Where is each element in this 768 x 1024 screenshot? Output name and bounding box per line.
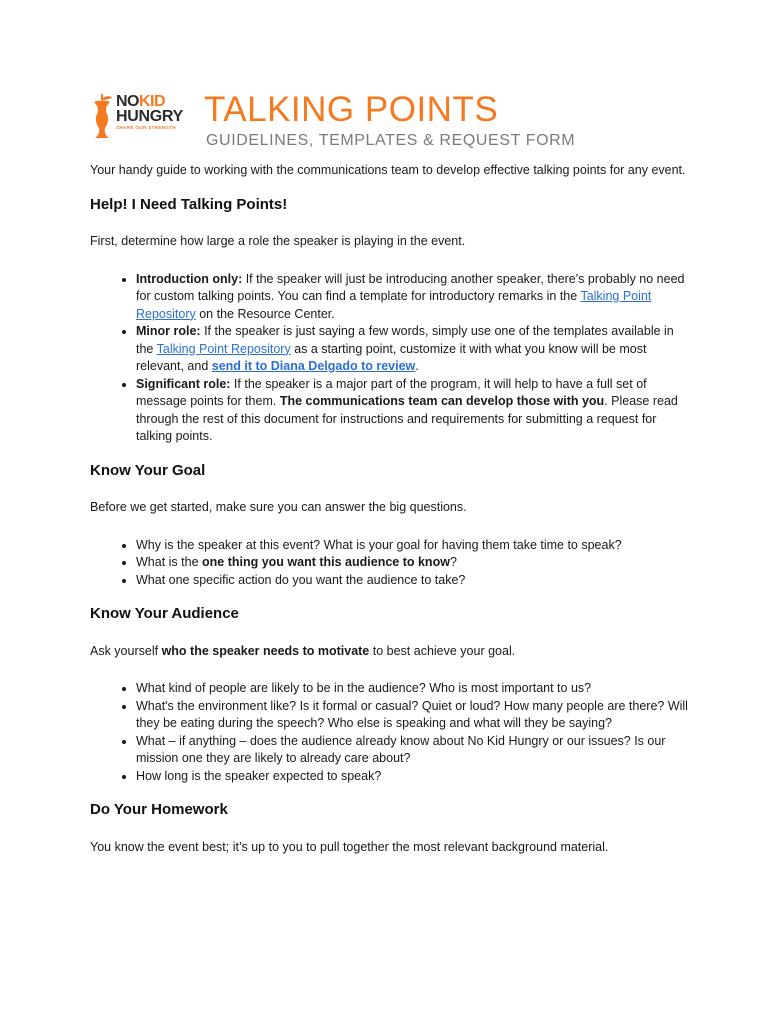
section-help-lead: First, determine how large a role the speaker is playing in the event.	[90, 234, 466, 248]
section-heading-audience: Know Your Audience	[90, 605, 239, 622]
talking-point-repository-link[interactable]: Talking Point Repository	[156, 341, 291, 356]
logo-kid: KID	[139, 93, 166, 110]
document-body	[90, 162, 690, 856]
logo-tagline: SHARE OUR STRENGTH	[116, 125, 177, 130]
list-item: • Introduction only: If the speaker will just be introducing another speaker, there's probably no need for custom talking points. You can find a template for introductory remarks in the Talking Point Repository on the Resource Center.	[136, 271, 690, 324]
list-item: • How long is the speaker expected to speak?	[136, 768, 690, 786]
list-item: • What – if anything – does the audience already know about No Kid Hungry or our issues? Is our mission one they are likely to already care about?	[136, 733, 690, 768]
page-title: TALKING POINTS	[204, 90, 499, 129]
audience-list	[90, 680, 690, 785]
logo-no: NO	[116, 93, 139, 110]
intro-paragraph: Your handy guide to working with the communications team to develop effective talking points for any event.	[90, 163, 686, 177]
section-homework-lead: You know the event best; it’s up to you to pull together the most relevant background material.	[90, 839, 609, 854]
list-item: • What one specific action do you want the audience to take?	[136, 572, 690, 590]
section-heading-help: Help! I Need Talking Points!	[90, 195, 288, 213]
apple-core-icon	[88, 92, 116, 140]
list-item: • Significant role: If the speaker is a major part of the program, it will help to have a full set of message points for them. The communications team can develop those with you. Please read through the rest of this document for instructions and requirements for submitting a request for talking points.	[136, 376, 690, 446]
goal-list	[90, 537, 690, 590]
talking-point-repository-link[interactable]: Talking Point Repository	[136, 289, 652, 321]
list-item: • What is the one thing you want this audience to know?	[136, 554, 690, 572]
page-subtitle: GUIDELINES, TEMPLATES & REQUEST FORM	[206, 132, 576, 149]
document-header	[88, 92, 688, 152]
section-heading-homework: Do Your Homework	[90, 801, 228, 818]
section-heading-goal: Know Your Goal	[90, 461, 206, 479]
list-item: • What's the environment like? Is it formal or casual? Quiet or loud? How many people are there? Will they be eating during the speech? Who else is speaking and what will they be saying?	[136, 698, 690, 733]
logo-hungry: HUNGRY	[116, 108, 183, 125]
list-item: • Why is the speaker at this event? What is your goal for having them take time to speak?	[136, 537, 690, 555]
no-kid-hungry-logo	[88, 92, 198, 140]
list-item: • What kind of people are likely to be in the audience? Who is most important to us?	[136, 680, 690, 698]
send-to-diana-link[interactable]: send it to Diana Delgado to review	[211, 359, 416, 373]
section-audience-lead: Ask yourself who the speaker needs to motivate to best achieve your goal.	[90, 643, 516, 658]
list-item: • Minor role: If the speaker is just saying a few words, simply use one of the templates available in the Talking Point Repository as a starting point, customize it with what you know will be most relevant, and send it to Diana Delgado to review.	[136, 323, 690, 376]
section-goal-lead: Before we get started, make sure you can answer the big questions.	[90, 500, 467, 514]
role-list	[90, 271, 690, 446]
